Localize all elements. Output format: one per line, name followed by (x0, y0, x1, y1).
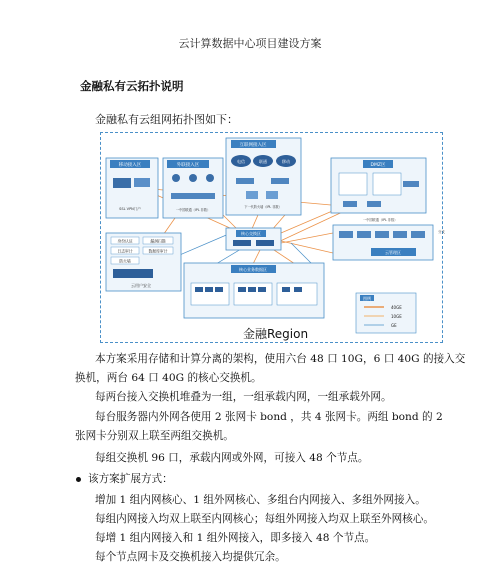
dmz-fw-2 (367, 201, 381, 207)
zone-internet (226, 138, 301, 215)
security-appliance (113, 269, 153, 278)
service-auth: 身份认证 (117, 238, 133, 244)
paragraph-2: 每两台接入交换机堆叠为一组，一组承载内网，一组承载外网。 (95, 391, 392, 403)
dmz-server-group-2 (373, 173, 401, 195)
mobile-vpn-label: SSL VPN门户 (119, 207, 141, 211)
external-line-label: 一中国联通（IPL 非数） (175, 208, 211, 212)
service-firewall: 防火墙 (119, 258, 131, 264)
topology-diagram (100, 132, 443, 343)
expand-1: 增加 1 组内网核心、1 组外网核心、多组台内网接入、多组外网接入。 (95, 494, 426, 506)
internet-fw-2 (266, 191, 278, 199)
zone-core-data-label: 核心业务数据区 (239, 267, 267, 272)
dmz-fw-1 (343, 201, 357, 207)
internet-switch-2 (271, 178, 289, 184)
core-switch-1 (233, 240, 251, 246)
dmz-switch (403, 181, 419, 187)
paragraph-3a: 每台服务器内外网各使用 2 张网卡 bond ，共 4 张网卡。两组 bond 的 2 (95, 411, 443, 423)
isp-telecom: 电信 (237, 159, 245, 164)
legend-title: 图例 (363, 296, 371, 301)
legend-40ge: 40GE (391, 305, 402, 310)
legend-ge: GE (391, 323, 397, 328)
core-data-servers (195, 287, 302, 292)
core-data-clusters (191, 283, 317, 305)
external-router-2 (189, 174, 197, 182)
external-router-1 (172, 174, 180, 182)
zone-internet-label: 互联网接入区 (239, 143, 267, 148)
zone-cloud-mgmt-label: 云管理区 (385, 250, 401, 255)
service-vuln-scan: 漏洞扫描 (150, 238, 166, 244)
topology-svg (101, 133, 444, 344)
legend-10ge: 10GE (391, 314, 402, 319)
expand-3: 每增 1 组内网接入和 1 组外网接入，即多接入 48 个节点。 (95, 532, 376, 544)
mobile-gateway (134, 178, 150, 187)
mgmt-servers (339, 231, 425, 238)
internet-switch-1 (236, 178, 254, 184)
document-header: 云计算数据中心项目建设方案 (178, 37, 322, 50)
dmz-line-label: 一中国联通（IPL 非数） (363, 218, 398, 222)
region-label: 金融Region (243, 327, 309, 341)
bullet-dot (76, 477, 81, 482)
expand-4: 每个节点网卡及交换机接入均提供冗余。 (95, 551, 286, 563)
service-log-audit: 日志审计 (117, 248, 133, 254)
section-title: 金融私有云拓扑说明 (80, 79, 184, 93)
internet-fw-1 (246, 191, 258, 199)
paragraph-1a: 本方案采用存储和计算分离的架构，使用六台 48 口 10G，6 口 40G 的接入交 (95, 353, 466, 365)
dmz-server-group-1 (339, 173, 367, 195)
paragraph-1b: 换机，两台 64 口 40G 的核心交换机。 (75, 372, 262, 384)
expand-2: 每组内网接入均双上联至内网核心；每组外网接入均双上联至外网核心。 (95, 513, 434, 525)
zone-dmz-label: DMZ区 (370, 163, 386, 168)
zone-core-label: 核心交换区 (241, 231, 261, 236)
zone-external-label: 外联接入区 (176, 163, 200, 168)
zone-cloud-user-label: 云用户安全 (131, 283, 151, 288)
service-db-audit: 数据库审计 (148, 248, 168, 254)
paragraph-4: 每组交换机 96 口，承载内网或外网，可接入 48 个节点。 (95, 452, 369, 464)
core-switch-2 (256, 240, 274, 246)
zone-branch-label: 分支 (438, 230, 445, 234)
intro-text: 金融私有云组网拓扑图如下： (95, 113, 238, 126)
internet-line-label: 下一代防火墙（IPL 非数） (244, 205, 282, 209)
isp-mobile: 移动 (282, 159, 290, 164)
zone-mobile-label: 移动接入区 (118, 163, 142, 168)
paragraph-3b: 张网卡分别双上联至两组交换机。 (75, 430, 234, 442)
external-switch (171, 193, 215, 199)
bullet-text: 该方案扩展方式： (88, 473, 173, 485)
isp-unicom: 联通 (259, 159, 267, 164)
mobile-device (113, 178, 131, 188)
external-router-3 (206, 174, 214, 182)
